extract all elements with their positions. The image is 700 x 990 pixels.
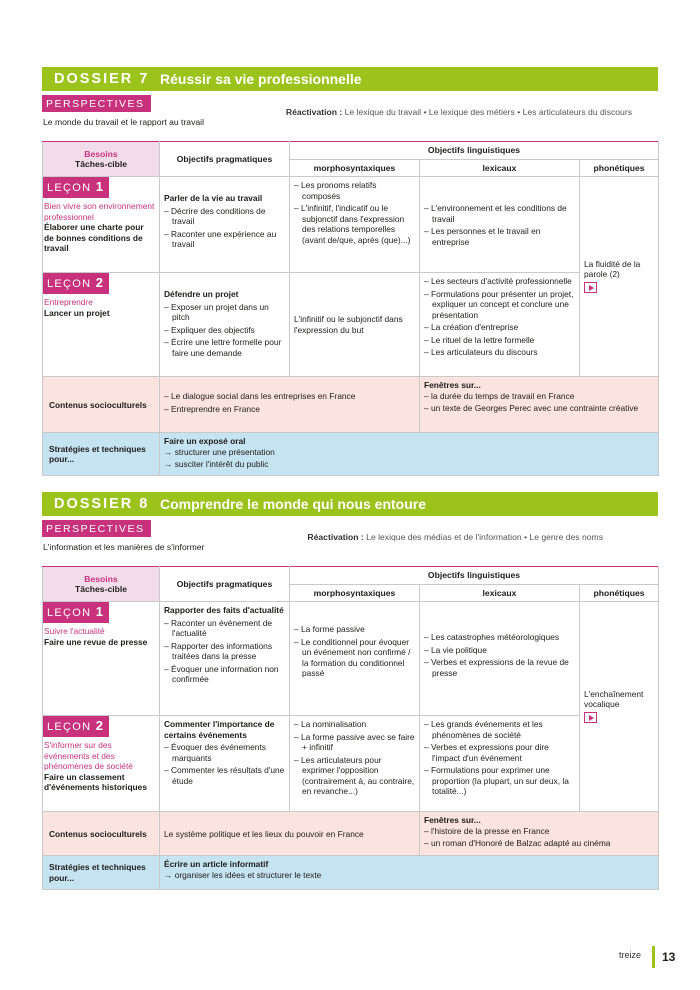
lexicaux-header: lexicaux [420, 584, 580, 602]
list-item: – Le dialogue social dans les entreprises en France [164, 391, 415, 402]
list-item: → structurer une présentation [164, 447, 654, 458]
lexicaux-cell [420, 716, 580, 812]
list-item: – Le conditionnel pour évoquer un événement non confirmé / la formation du conditionnel passé [294, 637, 415, 679]
perspectives-label: PERSPECTIVES [42, 95, 151, 112]
dossier-title: Comprendre le monde qui nous entoure [160, 496, 427, 512]
lecon-row [43, 273, 659, 377]
dossier-7 [42, 67, 658, 476]
besoin-text: Bien vivre son environnement professionnel [44, 201, 155, 222]
lecon-badge: LEÇON 2 [43, 716, 109, 737]
morpho-header: morphosyntaxiques [290, 159, 420, 177]
lecon-row [43, 602, 659, 716]
pragmatique-cell: Défendre un projet – Exposer un projet dans un pitch – Expliquer des objectifs – Écrire une lettre formelle pour faire une demande [160, 273, 290, 377]
socio-cell: Le système politique et les lieux du pouvoir en France [160, 812, 420, 856]
list-item: – Formulations pour exprimer une proportion (la plupart, un sur deux, la totalité...) [424, 765, 575, 797]
dossier-8 [42, 492, 658, 890]
strategies-row [43, 856, 659, 890]
list-item: – La nominalisation [294, 719, 415, 730]
lexicaux-cell [420, 177, 580, 273]
lexicaux-cell [420, 273, 580, 377]
lexicaux-header: lexicaux [420, 159, 580, 177]
list-item: – Exposer un projet dans un pitch [164, 302, 285, 323]
morpho-header: morphosyntaxiques [290, 584, 420, 602]
strategies-row [43, 433, 659, 476]
phonetique-text: L'enchaînement vocalique [584, 688, 644, 710]
lecon-besoin-cell [43, 177, 160, 273]
list-item: – l'histoire de la presse en France [424, 826, 654, 837]
socio-label: Contenus socioculturels [43, 377, 160, 433]
perspectives-subtitle: L'information et les manières de s'informer [43, 542, 205, 552]
phonetiques-header: phonétiques [580, 159, 659, 177]
play-video-icon[interactable] [584, 282, 597, 293]
phonetique-cell [580, 177, 659, 377]
morpho-cell: L'infinitif ou le subjonctif dans l'expression du but [290, 273, 420, 377]
perspectives-bar [42, 91, 658, 141]
morpho-cell [290, 716, 420, 812]
list-item: – Les pronoms relatifs composés [294, 180, 415, 201]
besoin-text: Entreprendre [44, 297, 93, 308]
list-item: → susciter l'intérêt du public [164, 459, 654, 470]
list-item: → organiser les idées et structurer le texte [164, 870, 654, 881]
tache-text: Lancer un projet [44, 307, 110, 318]
socio-label: Contenus socioculturels [43, 812, 160, 856]
list-item: – Les articulateurs pour exprimer l'opposition (contrairement à, au contraire, en revanche...) [294, 755, 415, 797]
strategies-label: Stratégies et techniques pour... [43, 433, 160, 476]
dossier-number: DOSSIER 7 [54, 71, 150, 87]
list-item: – Expliquer des objectifs [164, 325, 285, 336]
dossier-header [42, 67, 658, 91]
list-item: – Évoquer une information non confirmée [164, 664, 285, 685]
tache-text: Faire une revue de presse [44, 636, 148, 647]
besoin-text: Suivre l'actualité [44, 626, 105, 637]
dossier-table [42, 566, 659, 890]
footer-word: treize [619, 950, 642, 960]
besoin-text: S'informer sur des événements et des phénomènes de société [44, 740, 133, 772]
lecon-besoin-cell [43, 273, 160, 377]
strategies-cell: Écrire un article informatif → organiser les idées et structurer le texte [160, 856, 659, 890]
list-item: – Entreprendre en France [164, 404, 415, 415]
dossier-title: Réussir sa vie professionnelle [160, 71, 362, 87]
strategies-cell: Faire un exposé oral → structurer une présentation → susciter l'intérêt du public [160, 433, 659, 476]
list-item: – L'environnement et les conditions de travail [424, 203, 575, 224]
besoins-header: Besoins Tâches-cible [43, 142, 160, 177]
list-item: – un texte de Georges Perec avec une contrainte créative [424, 403, 654, 414]
lecon-badge: LEÇON 1 [43, 177, 109, 198]
list-item: – Le rituel de la lettre formelle [424, 335, 575, 346]
tache-text: Élaborer une charte pour de bonnes conditions de travail [44, 222, 144, 254]
list-item: – Évoquer des événements marquants [164, 742, 285, 763]
phonetique-text: La fluidité de la parole (2) [584, 258, 641, 280]
morpho-cell [290, 177, 420, 273]
list-item: – Les personnes et le travail en entreprise [424, 226, 575, 247]
dossier-table [42, 141, 659, 476]
socio-row [43, 812, 659, 856]
objectifs-pragmatiques-header: Objectifs pragmatiques [160, 142, 290, 177]
phonetiques-header: phonétiques [580, 584, 659, 602]
objectifs-pragmatiques-header: Objectifs pragmatiques [160, 567, 290, 602]
list-item: – Les catastrophes météorologiques [424, 632, 575, 643]
list-item: – Les grands événements et les phénomènes de société [424, 719, 575, 740]
perspectives-bar [42, 516, 658, 566]
play-video-icon[interactable] [584, 712, 597, 723]
lecon-row [43, 716, 659, 812]
footer-divider [652, 946, 655, 968]
pragmatique-cell: Commenter l'importance de certains événements – Évoquer des événements marquants – Commenter les résultats d'une étude [160, 716, 290, 812]
list-item: – La forme passive [294, 624, 415, 635]
list-item: – Décrire des conditions de travail [164, 206, 285, 227]
tache-text: Faire un classement d'événements historiques [44, 771, 147, 793]
pragmatique-cell: Parler de la vie au travail – Décrire des conditions de travail – Raconter une expérience au travail [160, 177, 290, 273]
lecon-badge: LEÇON 2 [43, 273, 109, 294]
list-item: – Commenter les résultats d'une étude [164, 765, 285, 786]
list-item: – la durée du temps de travail en France [424, 391, 654, 402]
pragmatique-cell: Rapporter des faits d'actualité – Raconter un événement de l'actualité – Rapporter des informations traitées dans la presse – Évoquer une information non confirmée [160, 602, 290, 716]
perspectives-label: PERSPECTIVES [42, 520, 151, 537]
lecon-row [43, 177, 659, 273]
socio-cell [160, 377, 420, 433]
list-item: – Les articulateurs du discours [424, 347, 575, 358]
page-number: 13 [662, 950, 676, 964]
list-item: – Formulations pour présenter un projet, expliquer un concept et conclure une présentation [424, 289, 575, 321]
lecon-besoin-cell [43, 602, 160, 716]
list-item: – La forme passive avec se faire + infinitif [294, 732, 415, 753]
fenetres-cell: Fenêtres sur... – l'histoire de la presse en France – un roman d'Honoré de Balzac adapté au cinéma [420, 812, 659, 856]
reactivation: Réactivation : Le lexique des médias et de l'information • Le genre des noms [307, 532, 603, 542]
fenetres-cell: Fenêtres sur... – la durée du temps de travail en France – un texte de Georges Perec avec une contrainte créative [420, 377, 659, 433]
besoins-header: Besoins Tâches-cible [43, 567, 160, 602]
list-item: – un roman d'Honoré de Balzac adapté au cinéma [424, 838, 654, 849]
list-item: – L'infinitif, l'indicatif ou le subjonctif dans l'expression des relations temporelles (avant de/que, après (que)...) [294, 203, 415, 245]
list-item: – Raconter un événement de l'actualité [164, 618, 285, 639]
reactivation: Réactivation : Le lexique du travail • Le lexique des métiers • Les articulateurs du discours [285, 107, 632, 117]
list-item: – Verbes et expressions pour dire l'impact d'un événement [424, 742, 575, 763]
objectifs-linguistiques-header: Objectifs linguistiques [290, 142, 659, 160]
phonetique-cell [580, 602, 659, 812]
dossier-number: DOSSIER 8 [54, 496, 150, 512]
list-item: – Écrire une lettre formelle pour faire une demande [164, 337, 285, 358]
lecon-besoin-cell [43, 716, 160, 812]
list-item: – La création d'entreprise [424, 322, 575, 333]
perspectives-subtitle: Le monde du travail et le rapport au travail [43, 117, 204, 127]
list-item: – Raconter une expérience au travail [164, 229, 285, 250]
objectifs-linguistiques-header: Objectifs linguistiques [290, 567, 659, 585]
socio-row [43, 377, 659, 433]
list-item: – Rapporter des informations traitées dans la presse [164, 641, 285, 662]
lecon-badge: LEÇON 1 [43, 602, 109, 623]
list-item: – Verbes et expressions de la revue de presse [424, 657, 575, 678]
morpho-cell [290, 602, 420, 716]
strategies-label: Stratégies et techniques pour... [43, 856, 160, 890]
list-item: – Les secteurs d'activité professionnelle [424, 276, 575, 287]
dossier-header [42, 492, 658, 516]
lexicaux-cell [420, 602, 580, 716]
list-item: – La vie politique [424, 645, 575, 656]
